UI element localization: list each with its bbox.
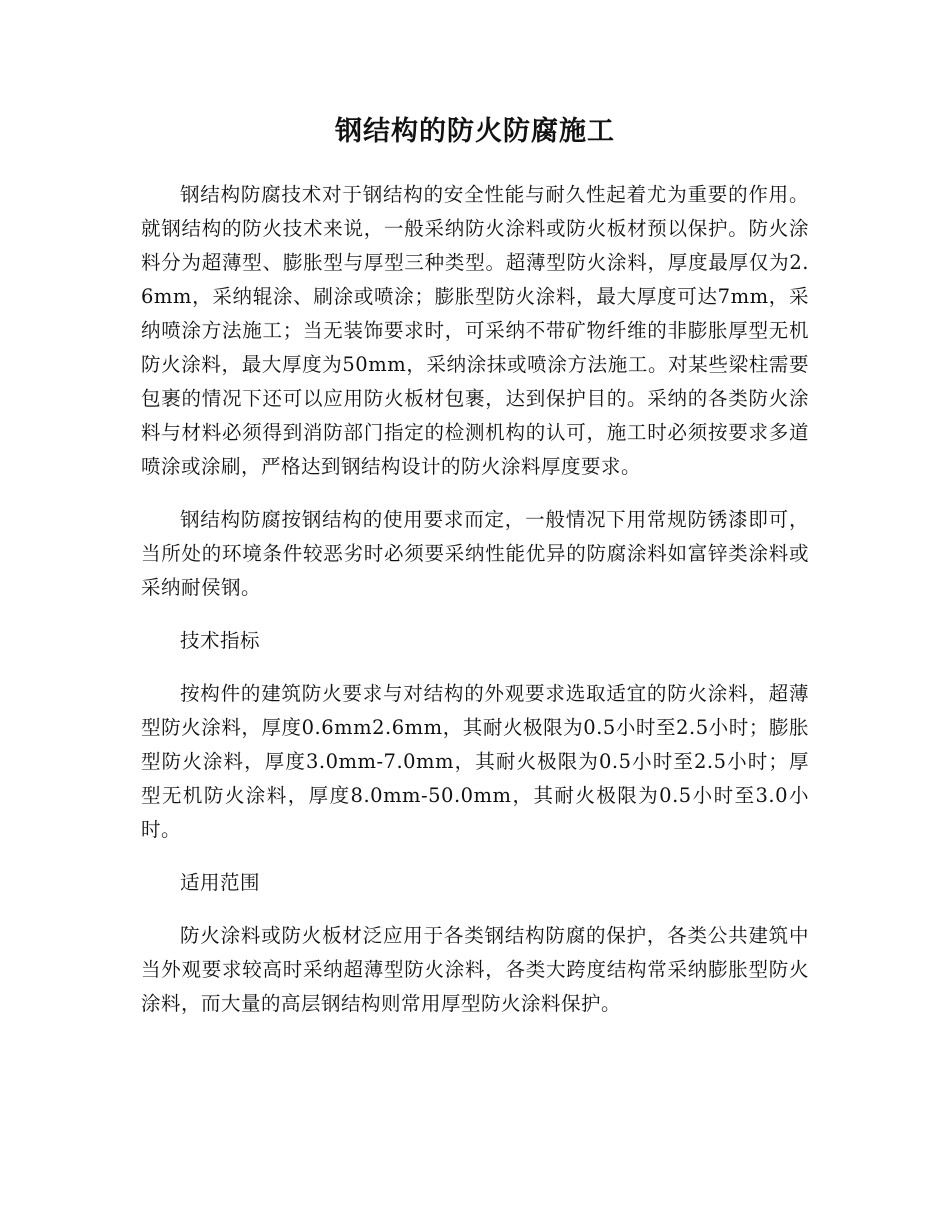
section-body-tech: 按构件的建筑防火要求与对结构的外观要求选取适宜的防火涂料，超薄型防火涂料，厚度0.6mm2.6mm，其耐火极限为0.5小时至2.5小时；膨胀型防火涂料，厚度3.0mm-7.0mm，其耐火极限为0.5小时至2.5小时；厚型无机防火涂料，厚度8.0mm-50.0mm，其耐火极限为0.5小时至3.0小时。 <box>141 682 809 841</box>
section-heading-scope: 适用范围 <box>180 871 261 894</box>
document-title: 钢结构的防火防腐施工 <box>335 116 615 147</box>
section-heading-tech: 技术指标 <box>180 629 261 652</box>
document-page <box>141 112 809 1040</box>
paragraph-intro: 钢结构防腐技术对于钢结构的安全性能与耐久性起着尤为重要的作用。就钢结构的防火技术来说，一般采纳防火涂料或防火板材预以保护。防火涂料分为超薄型、膨胀型与厚型三种类型。超薄型防火涂料，厚度最厚仅为2.6mm，采纳辊涂、刷涂或喷涂；膨胀型防火涂料，最大厚度可达7mm，采纳喷涂方法施工；当无装饰要求时，可采纳不带矿物纤维的非膨胀厚型无机防火涂料，最大厚度为50mm，采纳涂抹或喷涂方法施工。对某些梁柱需要包裹的情况下还可以应用防火板材包裹，达到保护目的。采纳的各类防火涂料与材料必须得到消防部门指定的检测机构的认可，施工时必须按要求多道喷涂或涂刷，严格达到钢结构设计的防火涂料厚度要求。 <box>141 183 809 478</box>
paragraph-anticorrosion: 钢结构防腐按钢结构的使用要求而定，一般情况下用常规防锈漆即可，当所处的环境条件较恶劣时必须要采纳性能优异的防腐涂料如富锌类涂料或采纳耐侯钢。 <box>141 508 809 599</box>
section-body-scope: 防火涂料或防火板材泛应用于各类钢结构防腐的保护，各类公共建筑中当外观要求较高时采纳超薄型防火涂料，各类大跨度结构常采纳膨胀型防火涂料，而大量的高层钢结构则常用厚型防火涂料保护。 <box>141 924 809 1015</box>
